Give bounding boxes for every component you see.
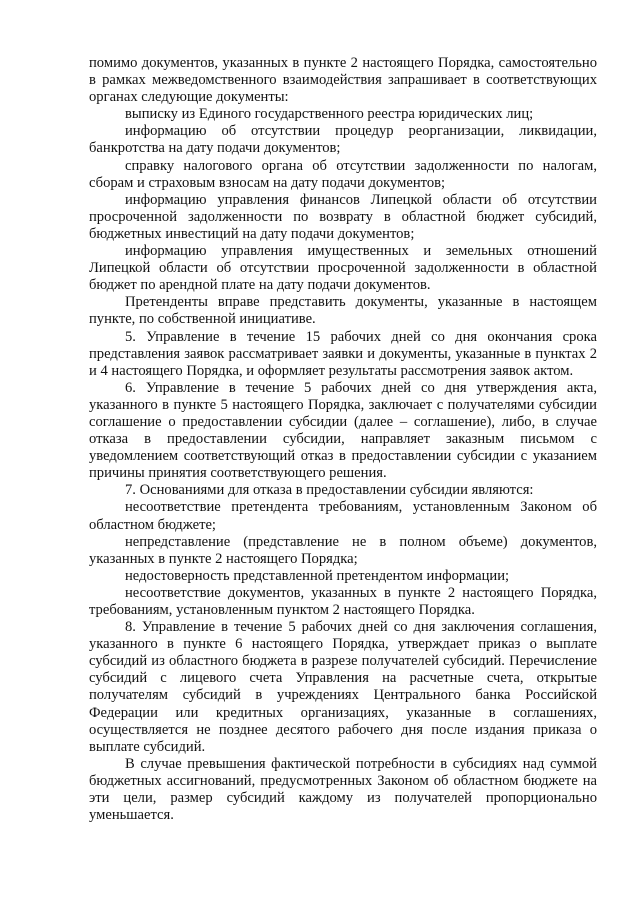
paragraph-refusal-reason-4: несоответствие документов, указанных в пункте 2 настоящего Порядка, требованиям, установленным пунктом 2 настоящего Порядка.	[89, 584, 597, 618]
paragraph-refusal-reason-2: непредставление (представление не в полном объеме) документов, указанных в пункте 2 настоящего Порядка;	[89, 533, 597, 567]
document-page	[89, 55, 597, 824]
paragraph-finance-debt-info: информацию управления финансов Липецкой области об отсутствии просроченной задолженности по возврату в областной бюджет субсидий, бюджетных инвестиций на дату подачи документов;	[89, 191, 597, 242]
paragraph-refusal-reason-1: несоответствие претендента требованиям, установленным Законом об областном бюджете;	[89, 499, 597, 533]
paragraph-item-6: 6. Управление в течение 5 рабочих дней со дня утверждения акта, указанного в пункте 5 настоящего Порядка, заключает с получателями субсидии соглашение о предоставлении субсидии (далее – соглашение), либо, в случае отказа в предоставлении субсидии, направляет заказным письмом с уведомлением соответствующий отказ в предоставлении субсидии с указанием причины принятия соответствующего решения.	[89, 379, 597, 482]
paragraph-egrul-extract: выписку из Единого государственного реестра юридических лиц;	[125, 106, 534, 123]
paragraph-proportional-reduction: В случае превышения фактической потребности в субсидиях над суммой бюджетных ассигнований, предусмотренных Законом об областном бюджете на эти цели, размер субсидий каждому из получателей пропорционально уменьшается.	[89, 755, 597, 824]
paragraph-own-initiative: Претенденты вправе представить документы, указанные в настоящем пункте, по собственной инициативе.	[89, 294, 597, 328]
paragraph-no-reorganization-info: информацию об отсутствии процедур реорганизации, ликвидации, банкротства на дату подачи документов;	[89, 123, 597, 157]
paragraph-item-7: 7. Основаниями для отказа в предоставлении субсидии являются:	[125, 482, 534, 499]
paragraph-tax-certificate: справку налогового органа об отсутствии задолженности по налогам, сборам и страховым взносам на дату подачи документов;	[89, 157, 597, 191]
paragraph-refusal-reason-3: недостоверность представленной претендентом информации;	[125, 567, 510, 584]
paragraph-item-8: 8. Управление в течение 5 рабочих дней со дня заключения соглашения, указанного в пункте 6 настоящего Порядка, утверждает приказ о выплате субсидий из областного бюджета в разрезе получателей субсидий. Перечисление субсидий с лицевого счета Управления на расчетные счета, открытые получателям субсидий в учреждениях Центрального банка Российской Федерации или кредитных организациях, указанные в соглашениях, осуществляется не позднее десятого рабочего дня после издания приказа о выплате субсидий.	[89, 619, 597, 755]
paragraph-item-5: 5. Управление в течение 15 рабочих дней со дня окончания срока представления заявок рассматривает заявки и документы, указанные в пунктах 2 и 4 настоящего Порядка, и оформляет результаты рассмотрения заявок актом.	[89, 328, 597, 379]
paragraph-property-debt-info: информацию управления имущественных и земельных отношений Липецкой области об отсутствии просроченной задолженности в областной бюджет по арендной плате на дату подачи документов.	[89, 243, 597, 294]
paragraph-continuation: помимо документов, указанных в пункте 2 настоящего Порядка, самостоятельно в рамках межведомственного взаимодействия запрашивает в соответствующих органах следующие документы:	[89, 55, 597, 106]
